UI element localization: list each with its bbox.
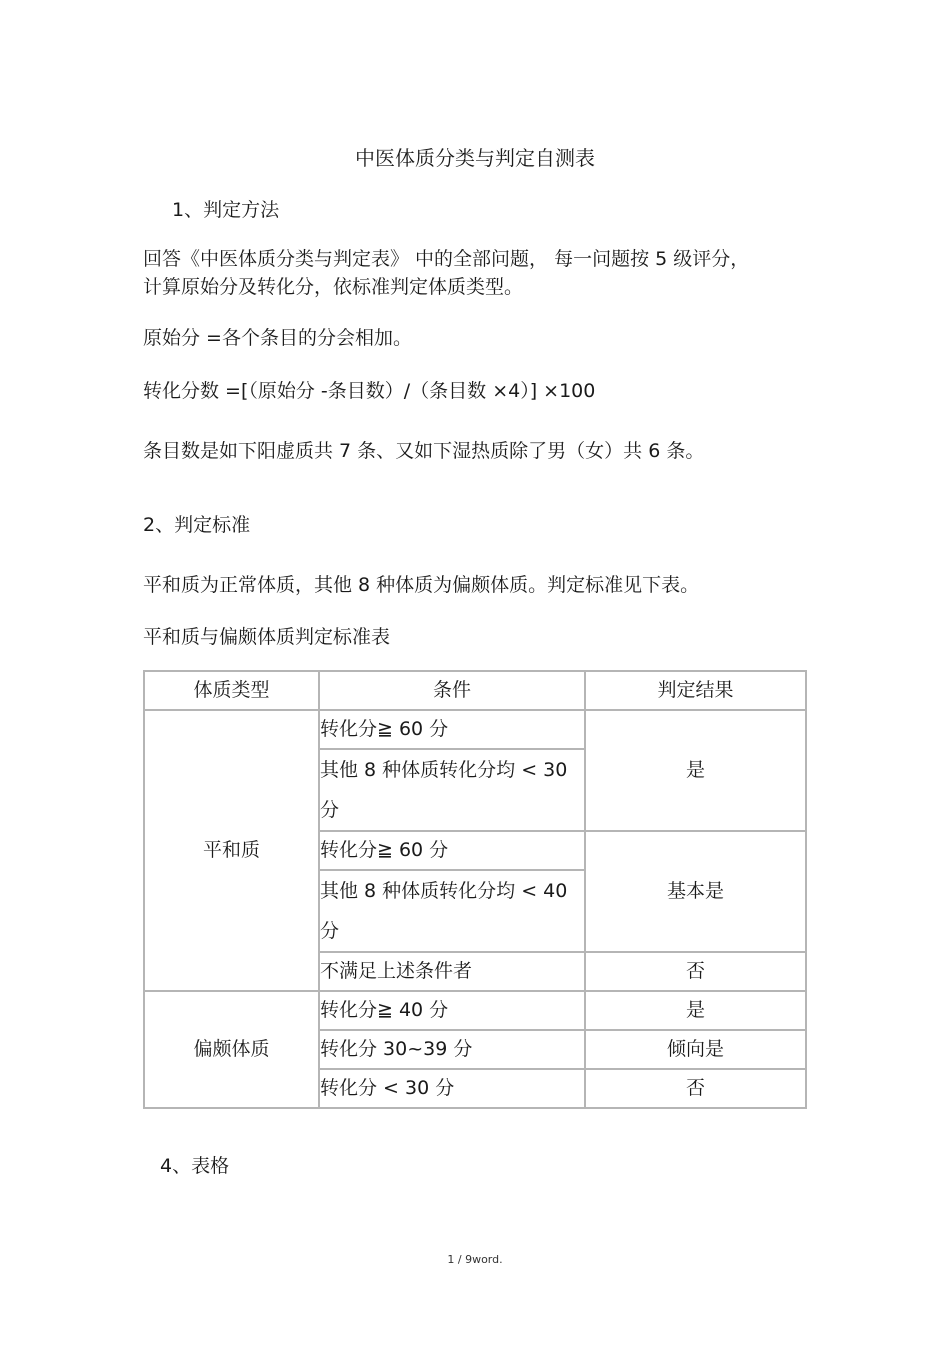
table-caption: 平和质与偏颇体质判定标准表 bbox=[143, 626, 391, 648]
condition-cell: 转化分 < 30 分 bbox=[319, 1069, 585, 1108]
result-cell: 否 bbox=[585, 1069, 806, 1108]
condition-cell: 其他 8 种体质转化分均 < 30 分 bbox=[319, 749, 585, 831]
section-1-heading: 1、判定方法 bbox=[172, 199, 280, 221]
table-header-row bbox=[144, 671, 806, 710]
type-pianpo: 偏颇体质 bbox=[144, 991, 319, 1108]
table-row bbox=[144, 991, 806, 1030]
result-cell: 倾向是 bbox=[585, 1030, 806, 1069]
condition-cell: 转化分≧ 60 分 bbox=[319, 710, 585, 749]
result-cell: 是 bbox=[585, 710, 806, 831]
condition-cell: 其他 8 种体质转化分均 < 40 分 bbox=[319, 870, 585, 952]
condition-cell: 转化分≧ 60 分 bbox=[319, 831, 585, 870]
items-count-note: 条目数是如下阳虚质共 7 条、又如下湿热质除了男（女）共 6 条。 bbox=[143, 440, 705, 462]
header-type: 体质类型 bbox=[144, 671, 319, 710]
result-cell: 基本是 bbox=[585, 831, 806, 952]
table-row bbox=[144, 710, 806, 749]
header-result: 判定结果 bbox=[585, 671, 806, 710]
condition-cell: 不满足上述条件者 bbox=[319, 952, 585, 991]
header-condition: 条件 bbox=[319, 671, 585, 710]
method-paragraph-line-2: 计算原始分及转化分，依标准判定体质类型。 bbox=[143, 276, 524, 298]
criteria-table bbox=[143, 670, 807, 1109]
result-cell: 是 bbox=[585, 991, 806, 1030]
page-title: 中医体质分类与判定自测表 bbox=[355, 146, 595, 170]
page-footer: 1 / 9word. bbox=[447, 1253, 503, 1266]
condition-cell: 转化分≧ 40 分 bbox=[319, 991, 585, 1030]
condition-cell: 转化分 30~39 分 bbox=[319, 1030, 585, 1069]
method-paragraph-line-1: 回答《中医体质分类与判定表》 中的全部问题， 每一问题按 5 级评分， bbox=[143, 248, 750, 270]
type-pinghe: 平和质 bbox=[144, 710, 319, 991]
result-cell: 否 bbox=[585, 952, 806, 991]
standard-paragraph: 平和质为正常体质，其他 8 种体质为偏颇体质。判定标准见下表。 bbox=[143, 574, 700, 596]
conversion-formula: 转化分数 =[（原始分 -条目数）/（条目数 ×4）] ×100 bbox=[143, 380, 596, 402]
raw-score-definition: 原始分 =各个条目的分会相加。 bbox=[143, 327, 412, 349]
section-2-heading: 2、判定标准 bbox=[143, 514, 251, 536]
section-4-heading: 4、表格 bbox=[160, 1155, 230, 1177]
